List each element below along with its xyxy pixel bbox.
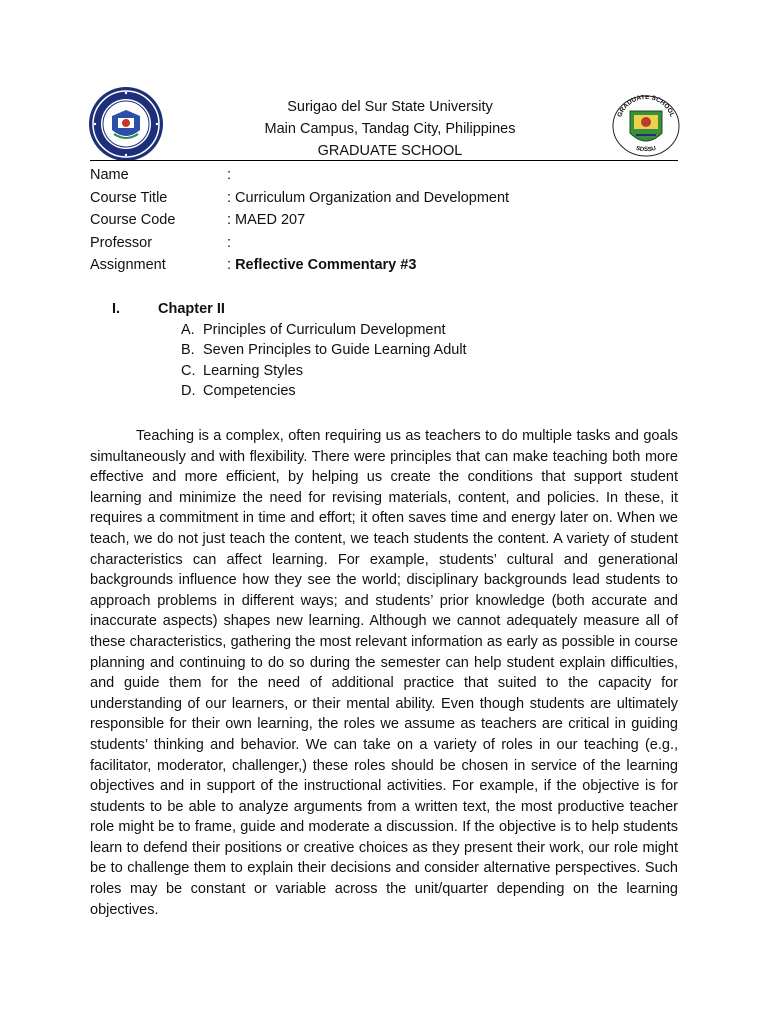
list-item: [181, 320, 467, 341]
info-value: : Curriculum Organization and Development: [227, 189, 510, 206]
chapter-number: I.: [112, 301, 121, 317]
info-value: :: [227, 167, 232, 183]
assignment-title: Reflective Commentary #3: [235, 257, 417, 274]
seal-top-text: GRADUATE SCHOOL: [616, 95, 676, 119]
info-value: : MAED 207: [227, 212, 306, 229]
info-value: [227, 254, 416, 277]
list-item: [181, 361, 467, 382]
course-info: [90, 164, 509, 277]
campus-location: Main Campus, Tandag City, Philippines: [264, 121, 516, 137]
seal-bottom-text: SDSSU: [635, 145, 657, 154]
list-item: [181, 340, 467, 361]
header-divider: [90, 160, 678, 161]
university-seal-icon: [88, 86, 164, 162]
item-text: Learning Styles: [203, 362, 303, 379]
chapter-outline: [112, 299, 467, 402]
item-letter: A.: [181, 321, 195, 338]
document-header: [180, 96, 600, 162]
svg-text:SDSSU: [635, 146, 657, 153]
info-row-name: [90, 164, 509, 187]
info-row-course-code: [90, 209, 509, 232]
chapter-topic-list: [181, 320, 467, 402]
item-text: Competencies: [203, 383, 296, 399]
graduate-school-seal-icon: [612, 95, 680, 157]
chapter-title: Chapter II: [158, 301, 225, 317]
info-label: Name: [90, 167, 129, 183]
item-letter: D.: [181, 383, 196, 399]
info-label: Professor: [90, 234, 153, 251]
info-value-prefix: :: [227, 257, 236, 274]
university-name: Surigao del Sur State University: [287, 99, 493, 115]
info-label: Assignment: [90, 257, 166, 274]
item-letter: B.: [181, 342, 195, 358]
item-text: Principles of Curriculum Development: [203, 321, 446, 338]
list-item: [181, 381, 467, 402]
info-row-professor: [90, 232, 509, 255]
info-row-course-title: [90, 187, 509, 210]
info-label: Course Code: [90, 212, 176, 229]
reflective-commentary-paragraph: Teaching is a complex, often requiring us as teachers to do multiple tasks and goals simultaneously and with flexibility. There were principles that can make teaching both more effective and more efficient, by helping us create the conditions that support student learning and minimize the need for revising materials, content, and policies. In these, it requires a commitment in time and effort; it often saves time and energy later on. When we teach, we do not just teach the content, we teach students the content. A variety of student characteristics can affect learning. For example, students’ cultural and generational backgrounds influence how they see the world; disciplinary backgrounds lead students to approach problems in different ways; and students’ prior knowledge (both accurate and inaccurate aspects) shapes new learning. Although we cannot adequately measure all of these characteristics, gathering the most relevant information as early as possible in course planning and continuing to do so during the semester can help student explain difficulties, and guide them for the need of additional practice that suited to the capacity for understanding of our learners, or their mental ability. Even though students are ultimately responsible for their own learning, the roles we assume as teachers are critical in guiding students’ thinking and behavior. We can take on a variety of roles in our teaching (e.g., facilitator, moderator, challenger,) these roles should be chosen in service of the learning objectives and in support of the instructional activities. For example, if the objective is for students to be able to analyze arguments from a written text, the most productive teacher role might be to frame, guide and moderate a discussion. If the objective is to help students learn to defend their positions or creative choices as they present their work, our role might be to challenge them to explain their decisions and consider alternative perspectives. Such roles may be constant or variable across the unit/quarter depending on the learning objectives.: [90, 428, 678, 918]
info-value: :: [227, 234, 232, 251]
info-row-assignment: [90, 254, 509, 277]
school-name: GRADUATE SCHOOL: [317, 143, 463, 159]
item-text: Seven Principles to Guide Learning Adult: [203, 342, 467, 358]
chapter-heading: [112, 299, 467, 320]
info-label: Course Title: [90, 189, 168, 206]
item-letter: C.: [181, 362, 196, 379]
